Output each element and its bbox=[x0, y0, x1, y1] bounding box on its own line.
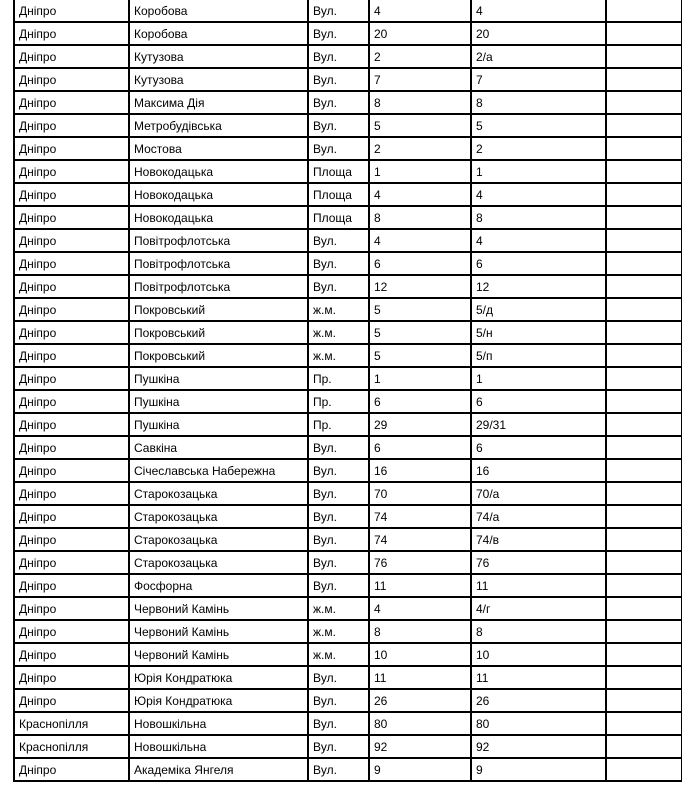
table-row bbox=[14, 206, 682, 229]
table-row bbox=[14, 321, 682, 344]
table-row bbox=[14, 252, 682, 275]
cell-city: Дніпро bbox=[14, 390, 129, 413]
cell-street-type: Вул. bbox=[308, 689, 369, 712]
table-row bbox=[14, 344, 682, 367]
cell-city: Дніпро bbox=[14, 758, 129, 781]
cell-building: 8 bbox=[471, 206, 606, 229]
cell-number: 6 bbox=[369, 390, 471, 413]
table-row bbox=[14, 482, 682, 505]
cell-number: 8 bbox=[369, 206, 471, 229]
cell-note bbox=[606, 758, 682, 781]
cell-note bbox=[606, 505, 682, 528]
cell-street: Червоний Камінь bbox=[129, 597, 308, 620]
cell-note bbox=[606, 482, 682, 505]
cell-number: 4 bbox=[369, 183, 471, 206]
cell-number: 76 bbox=[369, 551, 471, 574]
cell-building: 9 bbox=[471, 758, 606, 781]
cell-street-type: Площа bbox=[308, 160, 369, 183]
cell-city: Дніпро bbox=[14, 344, 129, 367]
cell-number: 6 bbox=[369, 252, 471, 275]
cell-building: 4/г bbox=[471, 597, 606, 620]
cell-street-type: Вул. bbox=[308, 459, 369, 482]
cell-building: 74/а bbox=[471, 505, 606, 528]
cell-number: 16 bbox=[369, 459, 471, 482]
cell-number: 70 bbox=[369, 482, 471, 505]
cell-building: 16 bbox=[471, 459, 606, 482]
cell-note bbox=[606, 436, 682, 459]
cell-note bbox=[606, 551, 682, 574]
cell-building: 6 bbox=[471, 390, 606, 413]
cell-street: Юрія Кондратюка bbox=[129, 666, 308, 689]
cell-street: Старокозацька bbox=[129, 482, 308, 505]
cell-building: 92 bbox=[471, 735, 606, 758]
table-row bbox=[14, 229, 682, 252]
cell-number: 74 bbox=[369, 505, 471, 528]
table-row bbox=[14, 712, 682, 735]
cell-city: Дніпро bbox=[14, 505, 129, 528]
table-row bbox=[14, 620, 682, 643]
cell-street: Новокодацька bbox=[129, 206, 308, 229]
cell-building: 26 bbox=[471, 689, 606, 712]
cell-street: Покровський bbox=[129, 344, 308, 367]
cell-street-type: Вул. bbox=[308, 275, 369, 298]
cell-street-type: Вул. bbox=[308, 735, 369, 758]
cell-building: 12 bbox=[471, 275, 606, 298]
cell-street: Савкіна bbox=[129, 436, 308, 459]
cell-street-type: Вул. bbox=[308, 482, 369, 505]
cell-building: 76 bbox=[471, 551, 606, 574]
cell-street-type: Вул. bbox=[308, 91, 369, 114]
cell-note bbox=[606, 712, 682, 735]
cell-street: Максима Дія bbox=[129, 91, 308, 114]
cell-note bbox=[606, 528, 682, 551]
cell-building: 7 bbox=[471, 68, 606, 91]
cell-street-type: Пр. bbox=[308, 390, 369, 413]
cell-number: 20 bbox=[369, 22, 471, 45]
cell-city: Дніпро bbox=[14, 436, 129, 459]
cell-street-type: Вул. bbox=[308, 758, 369, 781]
table-row bbox=[14, 114, 682, 137]
cell-building: 2 bbox=[471, 137, 606, 160]
cell-street: Новошкільна bbox=[129, 712, 308, 735]
cell-city: Дніпро bbox=[14, 114, 129, 137]
cell-street: Повітрофлотська bbox=[129, 229, 308, 252]
cell-note bbox=[606, 459, 682, 482]
cell-city: Дніпро bbox=[14, 689, 129, 712]
cell-street-type: Вул. bbox=[308, 528, 369, 551]
cell-street-type: Вул. bbox=[308, 551, 369, 574]
cell-city: Дніпро bbox=[14, 68, 129, 91]
cell-street: Пушкіна bbox=[129, 367, 308, 390]
cell-city: Дніпро bbox=[14, 367, 129, 390]
cell-street: Січеславська Набережна bbox=[129, 459, 308, 482]
cell-building: 1 bbox=[471, 160, 606, 183]
cell-city: Краснопілля bbox=[14, 712, 129, 735]
cell-city: Дніпро bbox=[14, 321, 129, 344]
cell-note bbox=[606, 91, 682, 114]
cell-building: 11 bbox=[471, 574, 606, 597]
cell-street: Кутузова bbox=[129, 45, 308, 68]
cell-building: 8 bbox=[471, 91, 606, 114]
cell-city: Дніпро bbox=[14, 413, 129, 436]
cell-note bbox=[606, 206, 682, 229]
cell-number: 11 bbox=[369, 666, 471, 689]
cell-city: Дніпро bbox=[14, 597, 129, 620]
cell-street: Новошкільна bbox=[129, 735, 308, 758]
cell-street-type: ж.м. bbox=[308, 321, 369, 344]
cell-number: 9 bbox=[369, 758, 471, 781]
table-row bbox=[14, 45, 682, 68]
cell-number: 2 bbox=[369, 137, 471, 160]
table-row bbox=[14, 505, 682, 528]
cell-number: 10 bbox=[369, 643, 471, 666]
cell-number: 26 bbox=[369, 689, 471, 712]
cell-street-type: Вул. bbox=[308, 22, 369, 45]
cell-street-type: Пр. bbox=[308, 413, 369, 436]
cell-number: 1 bbox=[369, 160, 471, 183]
cell-note bbox=[606, 620, 682, 643]
cell-city: Дніпро bbox=[14, 229, 129, 252]
cell-street-type: Вул. bbox=[308, 45, 369, 68]
cell-number: 5 bbox=[369, 321, 471, 344]
cell-number: 74 bbox=[369, 528, 471, 551]
cell-number: 4 bbox=[369, 229, 471, 252]
table-row bbox=[14, 183, 682, 206]
cell-note bbox=[606, 22, 682, 45]
table-row bbox=[14, 597, 682, 620]
cell-city: Дніпро bbox=[14, 666, 129, 689]
cell-street: Мостова bbox=[129, 137, 308, 160]
cell-building: 6 bbox=[471, 252, 606, 275]
cell-building: 80 bbox=[471, 712, 606, 735]
cell-number: 8 bbox=[369, 91, 471, 114]
table-row bbox=[14, 666, 682, 689]
cell-number: 5 bbox=[369, 298, 471, 321]
cell-street-type: Вул. bbox=[308, 505, 369, 528]
table-row bbox=[14, 367, 682, 390]
cell-street-type: ж.м. bbox=[308, 643, 369, 666]
cell-note bbox=[606, 160, 682, 183]
table-row bbox=[14, 275, 682, 298]
cell-building: 4 bbox=[471, 229, 606, 252]
cell-city: Дніпро bbox=[14, 275, 129, 298]
cell-street: Пушкіна bbox=[129, 413, 308, 436]
cell-city: Дніпро bbox=[14, 574, 129, 597]
cell-note bbox=[606, 298, 682, 321]
cell-building: 4 bbox=[471, 183, 606, 206]
cell-number: 4 bbox=[369, 0, 471, 22]
cell-street-type: Вул. bbox=[308, 68, 369, 91]
table-row bbox=[14, 551, 682, 574]
table-row bbox=[14, 0, 682, 22]
cell-number: 12 bbox=[369, 275, 471, 298]
cell-street: Червоний Камінь bbox=[129, 643, 308, 666]
cell-street: Старокозацька bbox=[129, 551, 308, 574]
cell-street-type: Вул. bbox=[308, 252, 369, 275]
cell-note bbox=[606, 0, 682, 22]
cell-street-type: Пр. bbox=[308, 367, 369, 390]
cell-note bbox=[606, 367, 682, 390]
table-row bbox=[14, 758, 682, 781]
cell-number: 92 bbox=[369, 735, 471, 758]
cell-note bbox=[606, 137, 682, 160]
table-row bbox=[14, 436, 682, 459]
cell-street-type: Площа bbox=[308, 206, 369, 229]
cell-street-type: ж.м. bbox=[308, 597, 369, 620]
cell-note bbox=[606, 643, 682, 666]
cell-note bbox=[606, 413, 682, 436]
cell-city: Дніпро bbox=[14, 643, 129, 666]
cell-street-type: Площа bbox=[308, 183, 369, 206]
table-row bbox=[14, 390, 682, 413]
table-row bbox=[14, 528, 682, 551]
cell-street: Повітрофлотська bbox=[129, 275, 308, 298]
table-row bbox=[14, 137, 682, 160]
cell-city: Дніпро bbox=[14, 252, 129, 275]
cell-city: Дніпро bbox=[14, 91, 129, 114]
cell-number: 1 bbox=[369, 367, 471, 390]
cell-street: Кутузова bbox=[129, 68, 308, 91]
cell-building: 29/31 bbox=[471, 413, 606, 436]
cell-building: 5/д bbox=[471, 298, 606, 321]
cell-building: 6 bbox=[471, 436, 606, 459]
cell-street: Старокозацька bbox=[129, 528, 308, 551]
cell-street: Новокодацька bbox=[129, 160, 308, 183]
cell-number: 80 bbox=[369, 712, 471, 735]
cell-building: 70/а bbox=[471, 482, 606, 505]
cell-number: 5 bbox=[369, 114, 471, 137]
cell-note bbox=[606, 183, 682, 206]
table-row bbox=[14, 574, 682, 597]
cell-city: Дніпро bbox=[14, 160, 129, 183]
cell-building: 5 bbox=[471, 114, 606, 137]
cell-city: Дніпро bbox=[14, 137, 129, 160]
cell-street-type: Вул. bbox=[308, 436, 369, 459]
cell-street: Покровський bbox=[129, 321, 308, 344]
cell-street: Повітрофлотська bbox=[129, 252, 308, 275]
cell-city: Дніпро bbox=[14, 459, 129, 482]
cell-note bbox=[606, 229, 682, 252]
cell-number: 29 bbox=[369, 413, 471, 436]
cell-street-type: Вул. bbox=[308, 114, 369, 137]
table-row bbox=[14, 643, 682, 666]
table-row bbox=[14, 160, 682, 183]
cell-street-type: Вул. bbox=[308, 229, 369, 252]
cell-note bbox=[606, 45, 682, 68]
cell-city: Дніпро bbox=[14, 206, 129, 229]
cell-note bbox=[606, 344, 682, 367]
cell-street-type: Вул. bbox=[308, 137, 369, 160]
cell-building: 2/а bbox=[471, 45, 606, 68]
cell-street: Пушкіна bbox=[129, 390, 308, 413]
cell-note bbox=[606, 252, 682, 275]
cell-building: 4 bbox=[471, 0, 606, 22]
cell-building: 5/п bbox=[471, 344, 606, 367]
cell-city: Дніпро bbox=[14, 620, 129, 643]
cell-note bbox=[606, 689, 682, 712]
cell-note bbox=[606, 68, 682, 91]
cell-number: 5 bbox=[369, 344, 471, 367]
cell-city: Дніпро bbox=[14, 551, 129, 574]
cell-note bbox=[606, 114, 682, 137]
cell-city: Дніпро bbox=[14, 482, 129, 505]
cell-street: Покровський bbox=[129, 298, 308, 321]
cell-note bbox=[606, 666, 682, 689]
cell-building: 20 bbox=[471, 22, 606, 45]
cell-street: Фосфорна bbox=[129, 574, 308, 597]
cell-note bbox=[606, 321, 682, 344]
cell-city: Дніпро bbox=[14, 22, 129, 45]
cell-street: Червоний Камінь bbox=[129, 620, 308, 643]
cell-street: Академіка Янгеля bbox=[129, 758, 308, 781]
cell-building: 11 bbox=[471, 666, 606, 689]
cell-street-type: Вул. bbox=[308, 574, 369, 597]
table-row bbox=[14, 459, 682, 482]
cell-building: 8 bbox=[471, 620, 606, 643]
cell-note bbox=[606, 597, 682, 620]
table-row bbox=[14, 413, 682, 436]
cell-number: 8 bbox=[369, 620, 471, 643]
cell-number: 4 bbox=[369, 597, 471, 620]
table-row bbox=[14, 22, 682, 45]
table-row bbox=[14, 91, 682, 114]
cell-city: Дніпро bbox=[14, 298, 129, 321]
cell-building: 5/н bbox=[471, 321, 606, 344]
cell-note bbox=[606, 574, 682, 597]
cell-number: 6 bbox=[369, 436, 471, 459]
cell-city: Дніпро bbox=[14, 183, 129, 206]
cell-street-type: ж.м. bbox=[308, 298, 369, 321]
cell-number: 7 bbox=[369, 68, 471, 91]
cell-street-type: Вул. bbox=[308, 0, 369, 22]
cell-city: Дніпро bbox=[14, 528, 129, 551]
cell-building: 1 bbox=[471, 367, 606, 390]
cell-number: 2 bbox=[369, 45, 471, 68]
cell-street-type: Вул. bbox=[308, 666, 369, 689]
cell-street-type: ж.м. bbox=[308, 344, 369, 367]
table-row bbox=[14, 689, 682, 712]
cell-note bbox=[606, 275, 682, 298]
cell-city: Краснопілля bbox=[14, 735, 129, 758]
cell-street: Старокозацька bbox=[129, 505, 308, 528]
cell-street-type: Вул. bbox=[308, 712, 369, 735]
table-row bbox=[14, 68, 682, 91]
cell-street: Новокодацька bbox=[129, 183, 308, 206]
cell-street: Коробова bbox=[129, 22, 308, 45]
cell-note bbox=[606, 735, 682, 758]
cell-street: Метробудівська bbox=[129, 114, 308, 137]
cell-city: Дніпро bbox=[14, 45, 129, 68]
cell-street: Коробова bbox=[129, 0, 308, 22]
table-row bbox=[14, 735, 682, 758]
cell-building: 10 bbox=[471, 643, 606, 666]
cell-street: Юрія Кондратюка bbox=[129, 689, 308, 712]
table-body bbox=[14, 0, 682, 781]
table-row bbox=[14, 298, 682, 321]
cell-note bbox=[606, 390, 682, 413]
address-table bbox=[13, 0, 682, 782]
cell-building: 74/в bbox=[471, 528, 606, 551]
cell-number: 11 bbox=[369, 574, 471, 597]
cell-city: Дніпро bbox=[14, 0, 129, 22]
cell-street-type: ж.м. bbox=[308, 620, 369, 643]
